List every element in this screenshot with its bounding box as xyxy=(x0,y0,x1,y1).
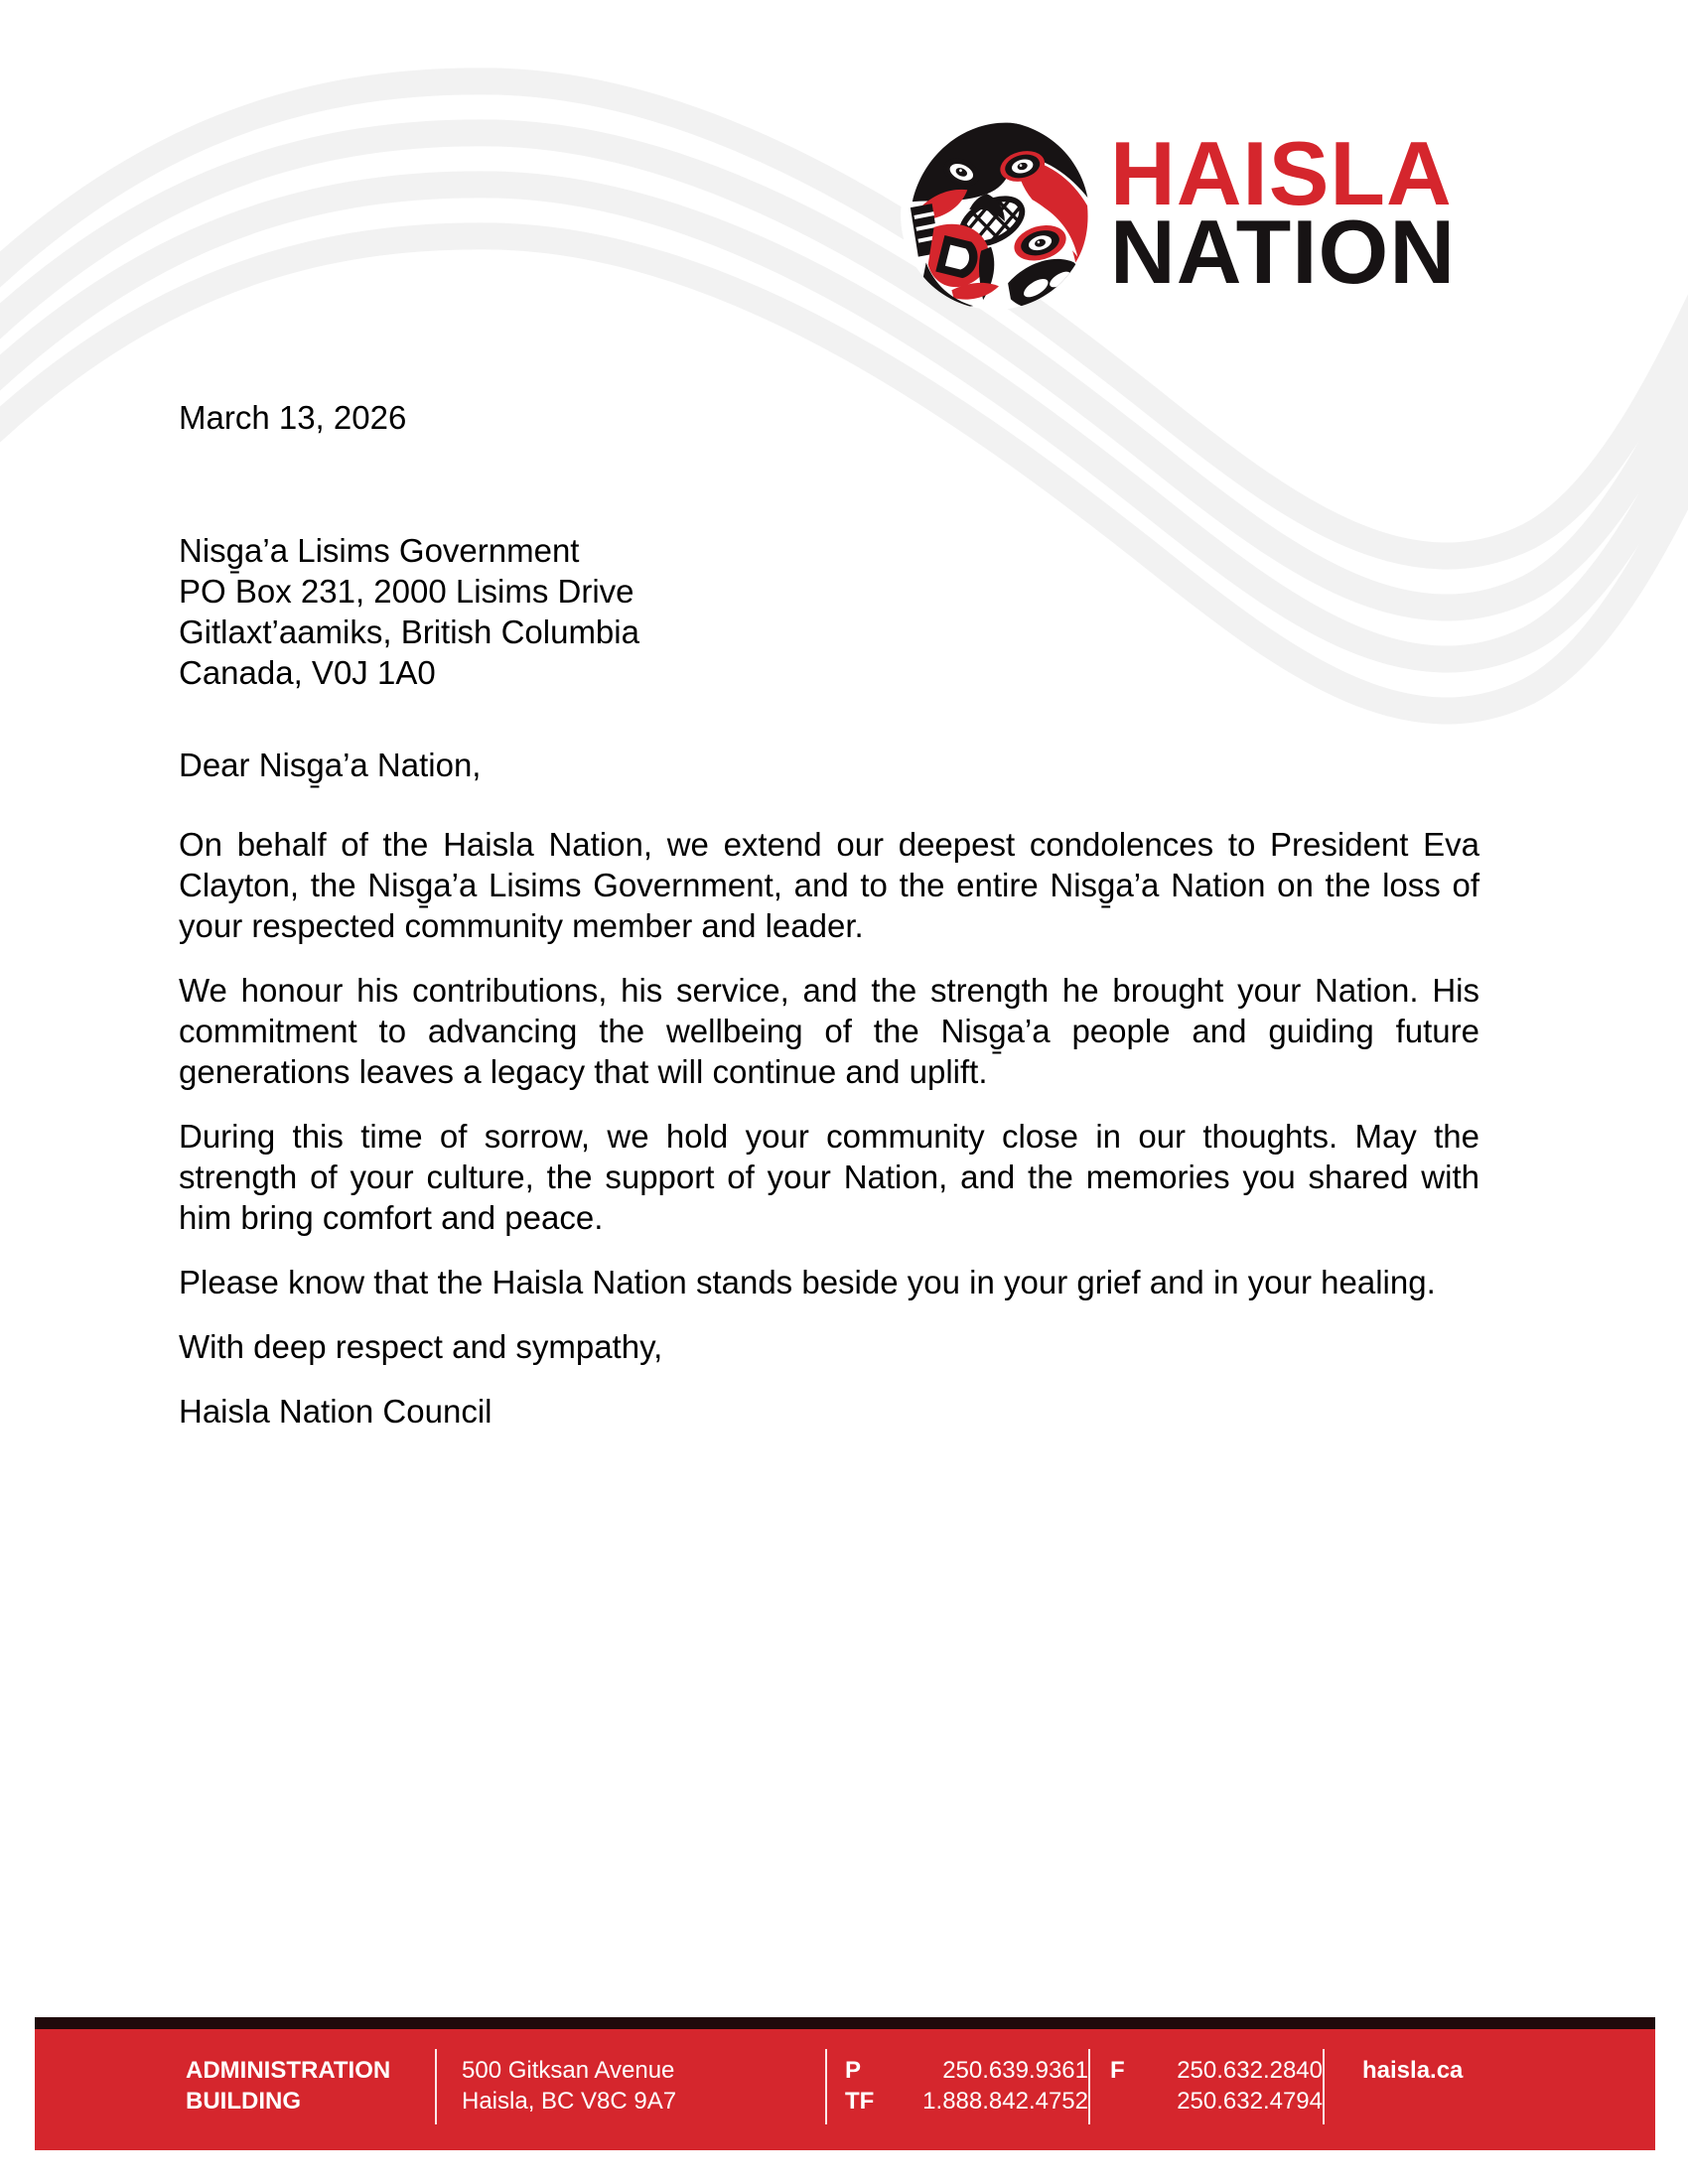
paragraph-1: On behalf of the Haisla Nation, we extend our deepest condolences to President Eva Clayton, the Nisg̱a’a Lisims Government, and to the entire Nisg̱a’a Nation on the loss of your respected community member and leader. xyxy=(179,826,1479,944)
footer-accent-strip xyxy=(35,2017,1655,2029)
haisla-crest-icon xyxy=(897,117,1093,314)
letter-date: March 13, 2026 xyxy=(179,399,407,436)
footer-phone-label: P xyxy=(845,2057,862,2084)
recipient-line: Gitlaxt’aamiks, British Columbia xyxy=(179,614,639,650)
closing: With deep respect and sympathy, xyxy=(179,1328,663,1365)
paragraph-4: Please know that the Haisla Nation stands beside you in your grief and in your healing. xyxy=(179,1264,1436,1300)
recipient-line: Canada, V0J 1A0 xyxy=(179,654,436,691)
recipient-address xyxy=(179,530,1479,693)
footer-fax-label: F xyxy=(1110,2057,1125,2084)
footer-phone-value: 250.639.9361 xyxy=(942,2057,1088,2084)
footer-content xyxy=(35,2055,1655,2124)
brand-name-haisla: HAISLA xyxy=(1110,124,1453,224)
footer-address-line2: Haisla, BC V8C 9A7 xyxy=(462,2088,677,2115)
footer-building-label: ADMINISTRATION BUILDING xyxy=(186,2057,391,2115)
brand-name-nation: NATION xyxy=(1110,203,1457,303)
paragraph-2: We honour his contributions, his service, and the strength he brought your Nation. His commitment to advancing the wellbeing of the Nisg̱a’a people and guiding future generations leaves a legacy that will continue and uplift. xyxy=(179,972,1479,1090)
footer-fax-value: 250.632.2840 xyxy=(1177,2057,1323,2084)
footer-tollfree-value: 1.888.842.4752 xyxy=(922,2088,1088,2115)
footer-phones xyxy=(827,2055,1088,2116)
footer-website: haisla.ca xyxy=(1362,2057,1464,2084)
footer-address xyxy=(437,2055,825,2116)
recipient-line: Nisg̱a’a Lisims Government xyxy=(179,532,580,569)
footer-address-line1: 500 Gitksan Avenue xyxy=(462,2057,675,2084)
footer-fax2-value: 250.632.4794 xyxy=(1177,2088,1323,2115)
footer-bar xyxy=(35,2017,1655,2150)
signature: Haisla Nation Council xyxy=(179,1393,492,1430)
brand-wordmark xyxy=(1110,124,1457,303)
paragraph-3: During this time of sorrow, we hold your community close in our thoughts. May the strength of your culture, the support of your Nation, and the memories you shared with him bring comfort and peace. xyxy=(179,1118,1479,1236)
letter-body xyxy=(179,397,1479,1432)
footer-fax xyxy=(1090,2055,1323,2116)
recipient-line: PO Box 231, 2000 Lisims Drive xyxy=(179,573,634,610)
footer-tollfree-label: TF xyxy=(845,2088,875,2115)
salutation: Dear Nisg̱a’a Nation, xyxy=(179,747,482,783)
